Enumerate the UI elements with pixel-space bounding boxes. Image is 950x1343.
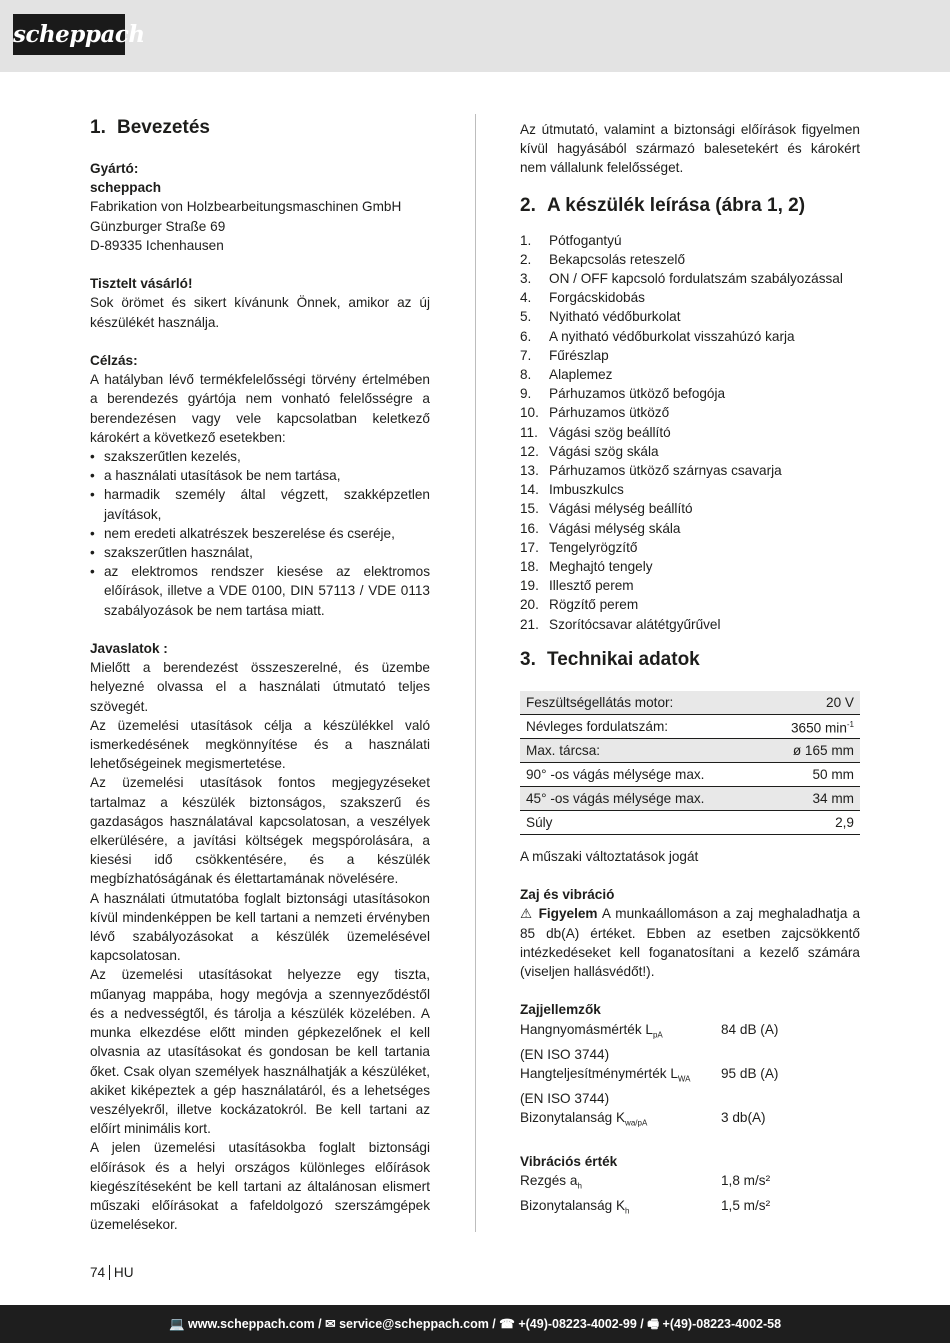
spec-value: 34 mm xyxy=(812,790,854,806)
lpa-row xyxy=(520,1020,860,1045)
part-number: 21. xyxy=(520,616,539,632)
spec-label: Súly xyxy=(520,810,764,834)
greeting-text: Sok örömet és sikert kívánunk Önnek, amikor az új készülékét használja. xyxy=(90,295,430,330)
language-code: HU xyxy=(109,1265,134,1280)
fax-number: +(49)-08223-4002-58 xyxy=(662,1317,782,1331)
list-item xyxy=(520,288,860,307)
spec-value-cell xyxy=(764,738,860,762)
noise-values-label: Zajjellemzők xyxy=(520,1002,601,1018)
part-label: Vágási mélység beállító xyxy=(549,501,693,517)
part-number: 16. xyxy=(520,520,539,536)
part-number: 18. xyxy=(520,559,539,575)
part-number: 7. xyxy=(520,347,532,363)
kh-sub: h xyxy=(625,1206,630,1216)
recommendation-paragraph: A használati útmutatóba foglalt biztonsági utasításokon kívül mindenképpen be kell tartani a nemzeti érvényben lévő szabályozásokat a készülék üzemelésével kapcsolatosan. xyxy=(90,890,430,964)
page-number xyxy=(90,1265,134,1280)
spec-value: 3650 min xyxy=(790,720,847,736)
part-number: 1. xyxy=(520,232,532,248)
table-row xyxy=(520,691,860,715)
lpa-sub: pA xyxy=(652,1030,663,1040)
computer-icon: 💻 xyxy=(168,1317,185,1331)
part-number: 4. xyxy=(520,290,532,306)
spec-value: 50 mm xyxy=(812,766,854,782)
part-label: Forgácskidobás xyxy=(549,290,645,306)
part-number: 10. xyxy=(520,405,539,421)
spec-value-cell xyxy=(764,762,860,786)
table-row xyxy=(520,714,860,738)
recommendations-label: Javaslatok : xyxy=(90,641,168,657)
list-item xyxy=(520,480,860,499)
spec-label: Max. tárcsa: xyxy=(520,738,764,762)
noise-label: Zaj és vibráció xyxy=(520,887,615,903)
list-item xyxy=(520,595,860,614)
part-label: Tengelyrögzítő xyxy=(549,539,638,555)
lwa-sub: WA xyxy=(677,1074,691,1084)
exclusion-list xyxy=(90,447,430,620)
list-item: • a használati utasítások be nem tartása, xyxy=(90,466,430,485)
lwa-label: Hangteljesítménymérték L xyxy=(520,1065,678,1081)
part-label: ON / OFF kapcsoló fordulatszám szabályozással xyxy=(549,271,843,287)
noise-uncertainty-row xyxy=(520,1108,860,1133)
list-item xyxy=(520,403,860,422)
email-link[interactable]: service@scheppach.com / xyxy=(339,1317,496,1331)
tech-note: A műszaki változtatások jogát xyxy=(520,848,699,864)
phone-icon: ☎ xyxy=(499,1317,515,1331)
manufacturer-label: Gyártó: xyxy=(90,161,139,176)
part-label: Vágási szög beállító xyxy=(549,424,671,440)
recommendation-paragraph: Az üzemelési utasítások fontos megjegyzéseket tartalmaz a készülék biztonságos, szakszerű és gazdaságos használatával kapcsolatosan, a veszélyek elkerülésére, a javítási költségek megspórolására, a kiesési idő csökkentésére, és a készülék megbízhatóságának és élettartamának növelésére. xyxy=(90,775,430,887)
spec-value-cell xyxy=(764,810,860,834)
k-value: 3 db(A) xyxy=(721,1109,766,1125)
part-label: Bekapcsolás reteszelő xyxy=(549,251,686,267)
part-label: Meghajtó tengely xyxy=(549,559,653,575)
part-label: Fűrészlap xyxy=(549,347,609,363)
section-3-heading xyxy=(520,646,860,674)
spec-label: Feszültségellátás motor: xyxy=(520,691,764,715)
list-item xyxy=(520,576,860,595)
target-label: Célzás: xyxy=(90,353,138,368)
manufacturer-city: D-89335 Ichenhausen xyxy=(90,237,224,253)
manufacturer-name: scheppach xyxy=(90,180,162,196)
lpa-value: 84 dB (A) xyxy=(721,1021,779,1037)
header-band xyxy=(0,0,950,72)
recommendation-paragraph: Mielőtt a berendezést összeszerelné, és üzembe helyezné olvassa el a használati útmutató teljes szövegét. xyxy=(90,660,430,714)
part-number: 3. xyxy=(520,271,532,287)
list-item xyxy=(520,423,860,442)
spec-value-cell xyxy=(764,714,860,738)
lpa-standard: (EN ISO 3744) xyxy=(520,1046,610,1062)
part-number: 8. xyxy=(520,367,532,383)
spec-value: ø 165 mm xyxy=(792,742,854,758)
list-item xyxy=(520,519,860,538)
part-number: 9. xyxy=(520,386,532,402)
part-number: 12. xyxy=(520,443,539,459)
part-number: 2. xyxy=(520,251,532,267)
liability-intro: Az útmutató, valamint a biztonsági előírások figyelmen kívül hagyásából származó balesetekért és károkért nem vállalunk felelősséget. xyxy=(520,122,860,176)
right-column xyxy=(520,120,860,1221)
section-title: A készülék leírása (ábra 1, 2) xyxy=(547,194,806,216)
lpa-label: Hangnyomásmérték L xyxy=(520,1021,653,1037)
list-item xyxy=(520,615,860,634)
left-column xyxy=(90,112,430,1234)
part-label: Rögzítő perem xyxy=(549,597,639,613)
phone-number: +(49)-08223-4002-99 / xyxy=(518,1317,644,1331)
target-text: A hatályban lévő termékfelelősségi törvény értelmében a berendezés gyártója nem vonható felelősségre a berendezésen vagy vele kapcsolatban keletkező károkért a következő esetekben: xyxy=(90,372,430,445)
spec-unit-superscript: -1 xyxy=(846,720,854,729)
page-num: 74 xyxy=(90,1265,106,1280)
spec-value-cell xyxy=(764,691,860,715)
spec-label: Névleges fordulatszám: xyxy=(520,714,764,738)
part-label: Vágási mélység skála xyxy=(549,520,681,536)
list-item xyxy=(520,346,860,365)
list-item xyxy=(520,557,860,576)
section-number: 1. xyxy=(90,117,106,138)
vibration-row xyxy=(520,1171,860,1196)
recommendation-paragraph: Az üzemelési utasítások célja a készülékkel való ismerkedésének megkönnyítése és a használati lehetőségeinek megismertetése. xyxy=(90,717,430,772)
spec-value: 2,9 xyxy=(835,814,854,830)
part-number: 11. xyxy=(520,424,538,440)
list-item xyxy=(520,250,860,269)
part-number: 17. xyxy=(520,539,539,555)
part-number: 14. xyxy=(520,482,539,498)
list-item xyxy=(520,231,860,250)
table-row xyxy=(520,738,860,762)
kh-label: Bizonytalanság K xyxy=(520,1198,626,1214)
part-label: Vágási szög skála xyxy=(549,443,659,459)
part-number: 13. xyxy=(520,463,539,479)
noise-warning xyxy=(520,904,860,981)
list-item xyxy=(520,365,860,384)
part-label: Párhuzamos ütköző szárnyas csavarja xyxy=(549,463,782,479)
section-1-heading xyxy=(90,114,430,142)
scheppach-logo: scheppach xyxy=(13,14,125,55)
warning-bold: Figyelem xyxy=(538,906,598,922)
lwa-value: 95 dB (A) xyxy=(721,1065,779,1081)
kh-value: 1,5 m/s² xyxy=(721,1198,771,1214)
spec-label: 90° -os vágás mélysége max. xyxy=(520,762,764,786)
list-item: • harmadik személy által végzett, szakképzetlen javítások, xyxy=(90,485,430,523)
greeting-label: Tisztelt vásárló! xyxy=(90,276,193,292)
list-item: • szakszerűtlen kezelés, xyxy=(90,447,430,466)
list-item: • szakszerűtlen használat, xyxy=(90,543,430,562)
part-label: Nyitható védőburkolat xyxy=(549,309,681,325)
spec-label: 45° -os vágás mélysége max. xyxy=(520,786,764,810)
table-row xyxy=(520,810,860,834)
vibration-label: Vibrációs érték xyxy=(520,1154,618,1170)
list-item xyxy=(520,442,860,461)
manufacturer-street: Günzburger Straße 69 xyxy=(90,218,226,234)
list-item xyxy=(520,384,860,403)
table-row xyxy=(520,786,860,810)
part-number: 5. xyxy=(520,309,532,325)
website-link[interactable]: www.scheppach.com / xyxy=(188,1317,322,1331)
ah-label: Rezgés a xyxy=(520,1173,578,1189)
manufacturer-company: Fabrikation von Holzbearbeitungsmaschinen GmbH xyxy=(90,199,402,215)
mail-icon: ✉ xyxy=(325,1317,336,1331)
part-number: 20. xyxy=(520,597,539,613)
spec-value-cell xyxy=(764,786,860,810)
fax-icon: 🖷 xyxy=(647,1317,660,1331)
vibration-uncertainty-row xyxy=(520,1196,860,1221)
list-item: • az elektromos rendszer kiesése az elektromos előírások, illetve a VDE 0100, DIN 57113 / VDE 0113 szabályozások be nem tartása miatt. xyxy=(90,562,430,620)
k-label: Bizonytalanság K xyxy=(520,1109,626,1125)
part-number: 15. xyxy=(520,501,539,517)
part-label: Szorítócsavar alátétgyűrűvel xyxy=(549,616,721,632)
section-title: Bevezetés xyxy=(117,117,210,138)
part-number: 19. xyxy=(520,578,539,594)
part-label: Párhuzamos ütköző befogója xyxy=(549,386,726,402)
list-item xyxy=(520,307,860,326)
warning-icon: ⚠ xyxy=(520,906,534,922)
part-label: A nyitható védőburkolat visszahúzó karja xyxy=(549,328,795,344)
section-title: Technikai adatok xyxy=(547,648,700,670)
recommendation-paragraph: Az üzemelési utasításokat helyezze egy tiszta, műanyag mappába, hogy megóvja a szennyeződéstől és a nedvességtől, és tárolja a készülék közelében. A munka elkezdése előtt minden gépkezelőnek el kell olvasnia az utasításokat és gondosan be kell tartania őket. Csak olyan személyek használhatják a készüléket, akiket kiképeztek a gép használatáról, és a lehetséges veszélyekről, illetve kockázatokról. Be kell tartani az előírt minimális kort. xyxy=(90,967,430,1137)
list-item xyxy=(520,269,860,288)
k-sub: wa/pA xyxy=(625,1118,648,1128)
parts-list xyxy=(520,231,860,634)
part-label: Pótfogantyú xyxy=(549,232,622,248)
list-item: • nem eredeti alkatrészek beszerelése és cseréje, xyxy=(90,524,430,543)
lwa-standard: (EN ISO 3744) xyxy=(520,1090,610,1106)
column-divider xyxy=(475,114,476,1232)
table-row xyxy=(520,762,860,786)
ah-value: 1,8 m/s² xyxy=(721,1173,771,1189)
part-label: Imbuszkulcs xyxy=(549,482,624,498)
part-label: Párhuzamos ütköző xyxy=(549,405,670,421)
list-item xyxy=(520,461,860,480)
part-number: 6. xyxy=(520,328,532,344)
list-item xyxy=(520,499,860,518)
ah-sub: h xyxy=(577,1181,582,1191)
section-number: 3. xyxy=(520,648,536,670)
part-label: Alaplemez xyxy=(549,367,613,383)
list-item xyxy=(520,538,860,557)
contact-footer xyxy=(0,1305,950,1343)
part-label: Illesztő perem xyxy=(549,578,634,594)
lwa-row xyxy=(520,1064,860,1089)
warning-text: A munkaállomáson a zaj meghaladhatja a 85 db(A) értéket. Ebben az esetben zajcsökkentő intézkedéseket kell foganatosítani a kezelő számára (viseljen hallásvédőt!). xyxy=(520,906,861,980)
section-number: 2. xyxy=(520,194,536,216)
tech-data-table xyxy=(520,691,860,835)
spec-value: 20 V xyxy=(826,694,854,710)
recommendation-paragraph: A jelen üzemelési utasításokba foglalt biztonsági előírások és a helyi országos különleges előírások kiegészítéseként be kell tartani az általánosan elismert műszaki előírásokat a fafeldolgozó szerszámgépek üzemelésekor. xyxy=(90,1140,430,1233)
section-2-heading xyxy=(520,192,860,220)
list-item xyxy=(520,327,860,346)
